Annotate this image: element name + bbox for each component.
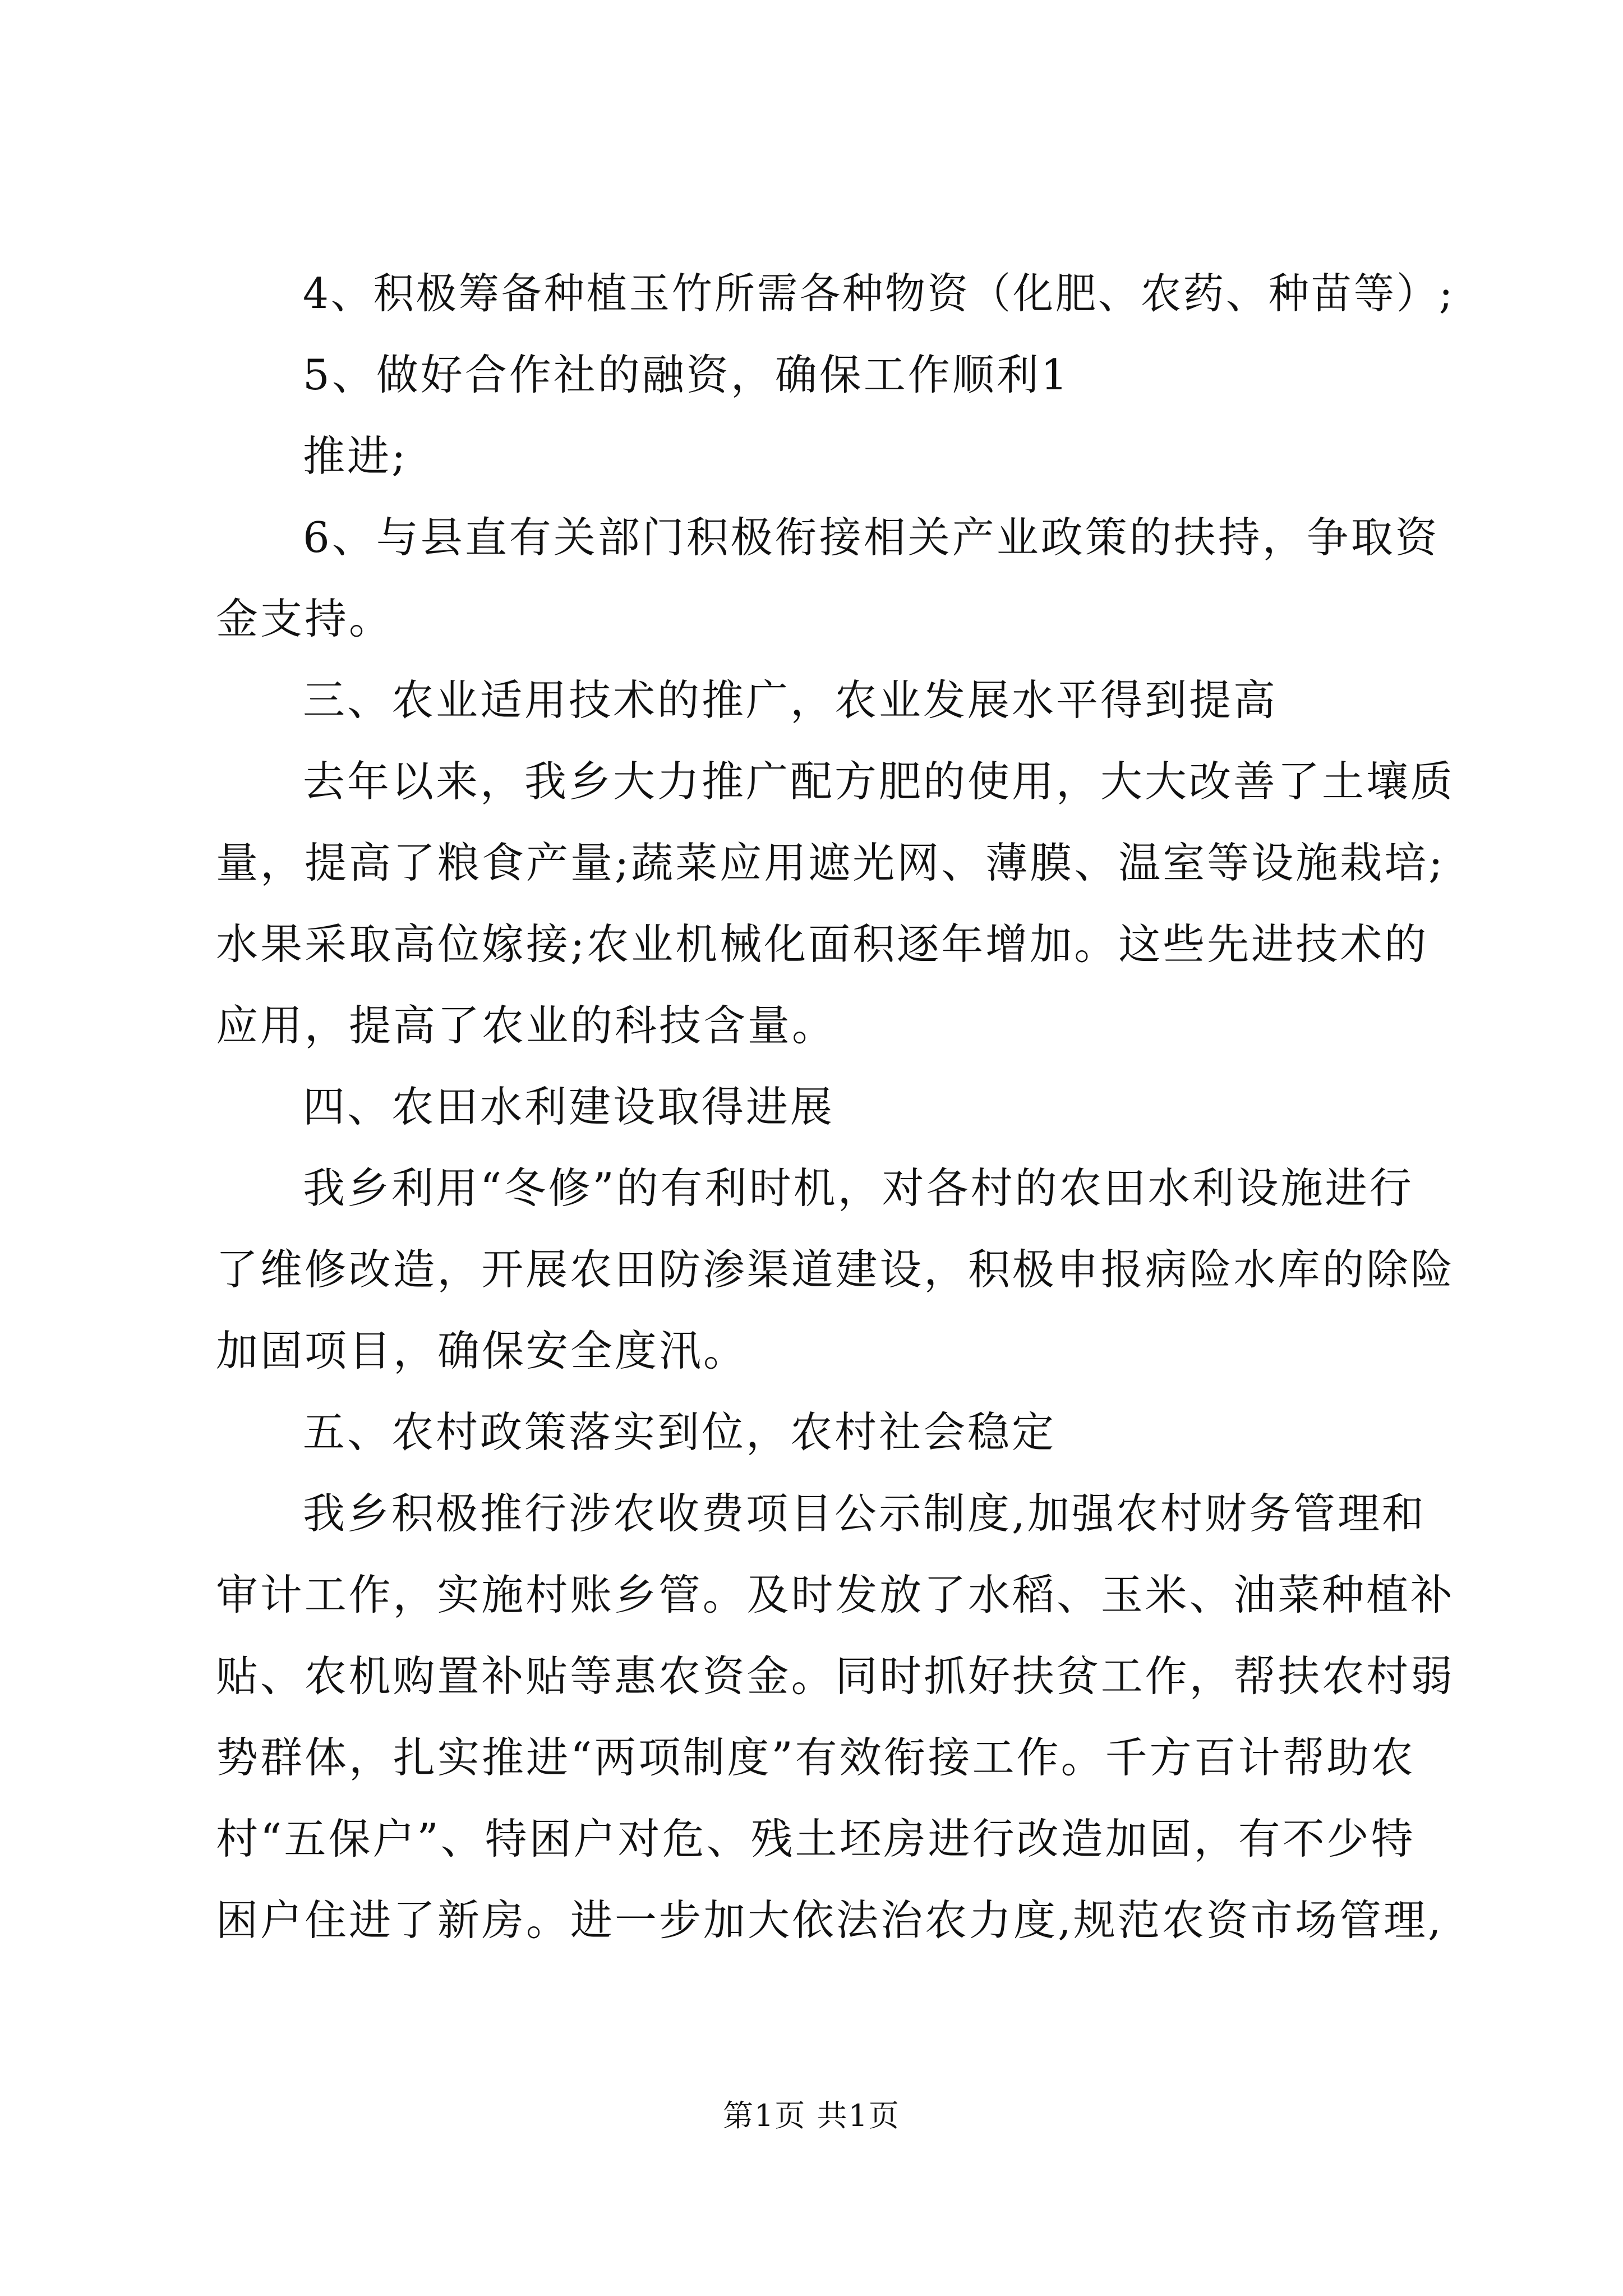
paragraph-line: 金支持。 (216, 594, 394, 643)
paragraph-line: 势群体，扎实推进“两项制度”有效衔接工作。千方百计帮助农 (216, 1733, 1415, 1782)
paragraph-line: 村“五保户”、特困户对危、残土坯房进行改造加固，有不少特 (216, 1814, 1415, 1864)
paragraph-line: 我乡利用“冬修”的有利时机，对各村的农田水利设施进行 (303, 1163, 1414, 1213)
paragraph-line: 4、积极筹备种植玉竹所需各种物资（化肥、农药、种苗等）; (303, 269, 1455, 318)
section-heading: 三、农业适用技术的推广，农业发展水平得到提高 (303, 675, 1278, 725)
paragraph-line: 6、与县直有关部门积极衔接相关产业政策的扶持，争取资 (303, 513, 1440, 562)
section-heading: 五、农村政策落实到位，农村社会稳定 (303, 1407, 1057, 1457)
page-footer: 第1页 共1页 (723, 2098, 900, 2133)
paragraph-line: 水果采取高位嫁接;农业机械化面积逐年增加。这些先进技术的 (216, 919, 1429, 969)
paragraph-line: 应用，提高了农业的科技含量。 (216, 1001, 837, 1050)
paragraph-line: 5、做好合作社的融资，确保工作顺利1 (303, 350, 1070, 399)
paragraph-line: 加固项目，确保安全度汛。 (216, 1326, 748, 1375)
paragraph-line: 量，提高了粮食产量;蔬菜应用遮光网、薄膜、温室等设施栽培; (216, 838, 1445, 887)
paragraph-line: 了维修改造，开展农田防渗渠道建设，积极申报病险水库的除险 (216, 1245, 1455, 1294)
paragraph-line: 推进; (303, 431, 408, 481)
paragraph-line: 审计工作，实施村账乡管。及时发放了水稻、玉米、油菜种植补 (216, 1570, 1455, 1619)
section-heading: 四、农田水利建设取得进展 (303, 1082, 835, 1131)
paragraph-line: 困户住进了新房。进一步加大依法治农力度,规范农资市场管理, (216, 1895, 1444, 1945)
paragraph-line: 我乡积极推行涉农收费项目公示制度,加强农村财务管理和 (303, 1489, 1426, 1538)
paragraph-line: 去年以来，我乡大力推广配方肥的使用，大大改善了土壤质 (303, 757, 1455, 806)
paragraph-line: 贴、农机购置补贴等惠农资金。同时抓好扶贫工作，帮扶农村弱 (216, 1651, 1455, 1701)
